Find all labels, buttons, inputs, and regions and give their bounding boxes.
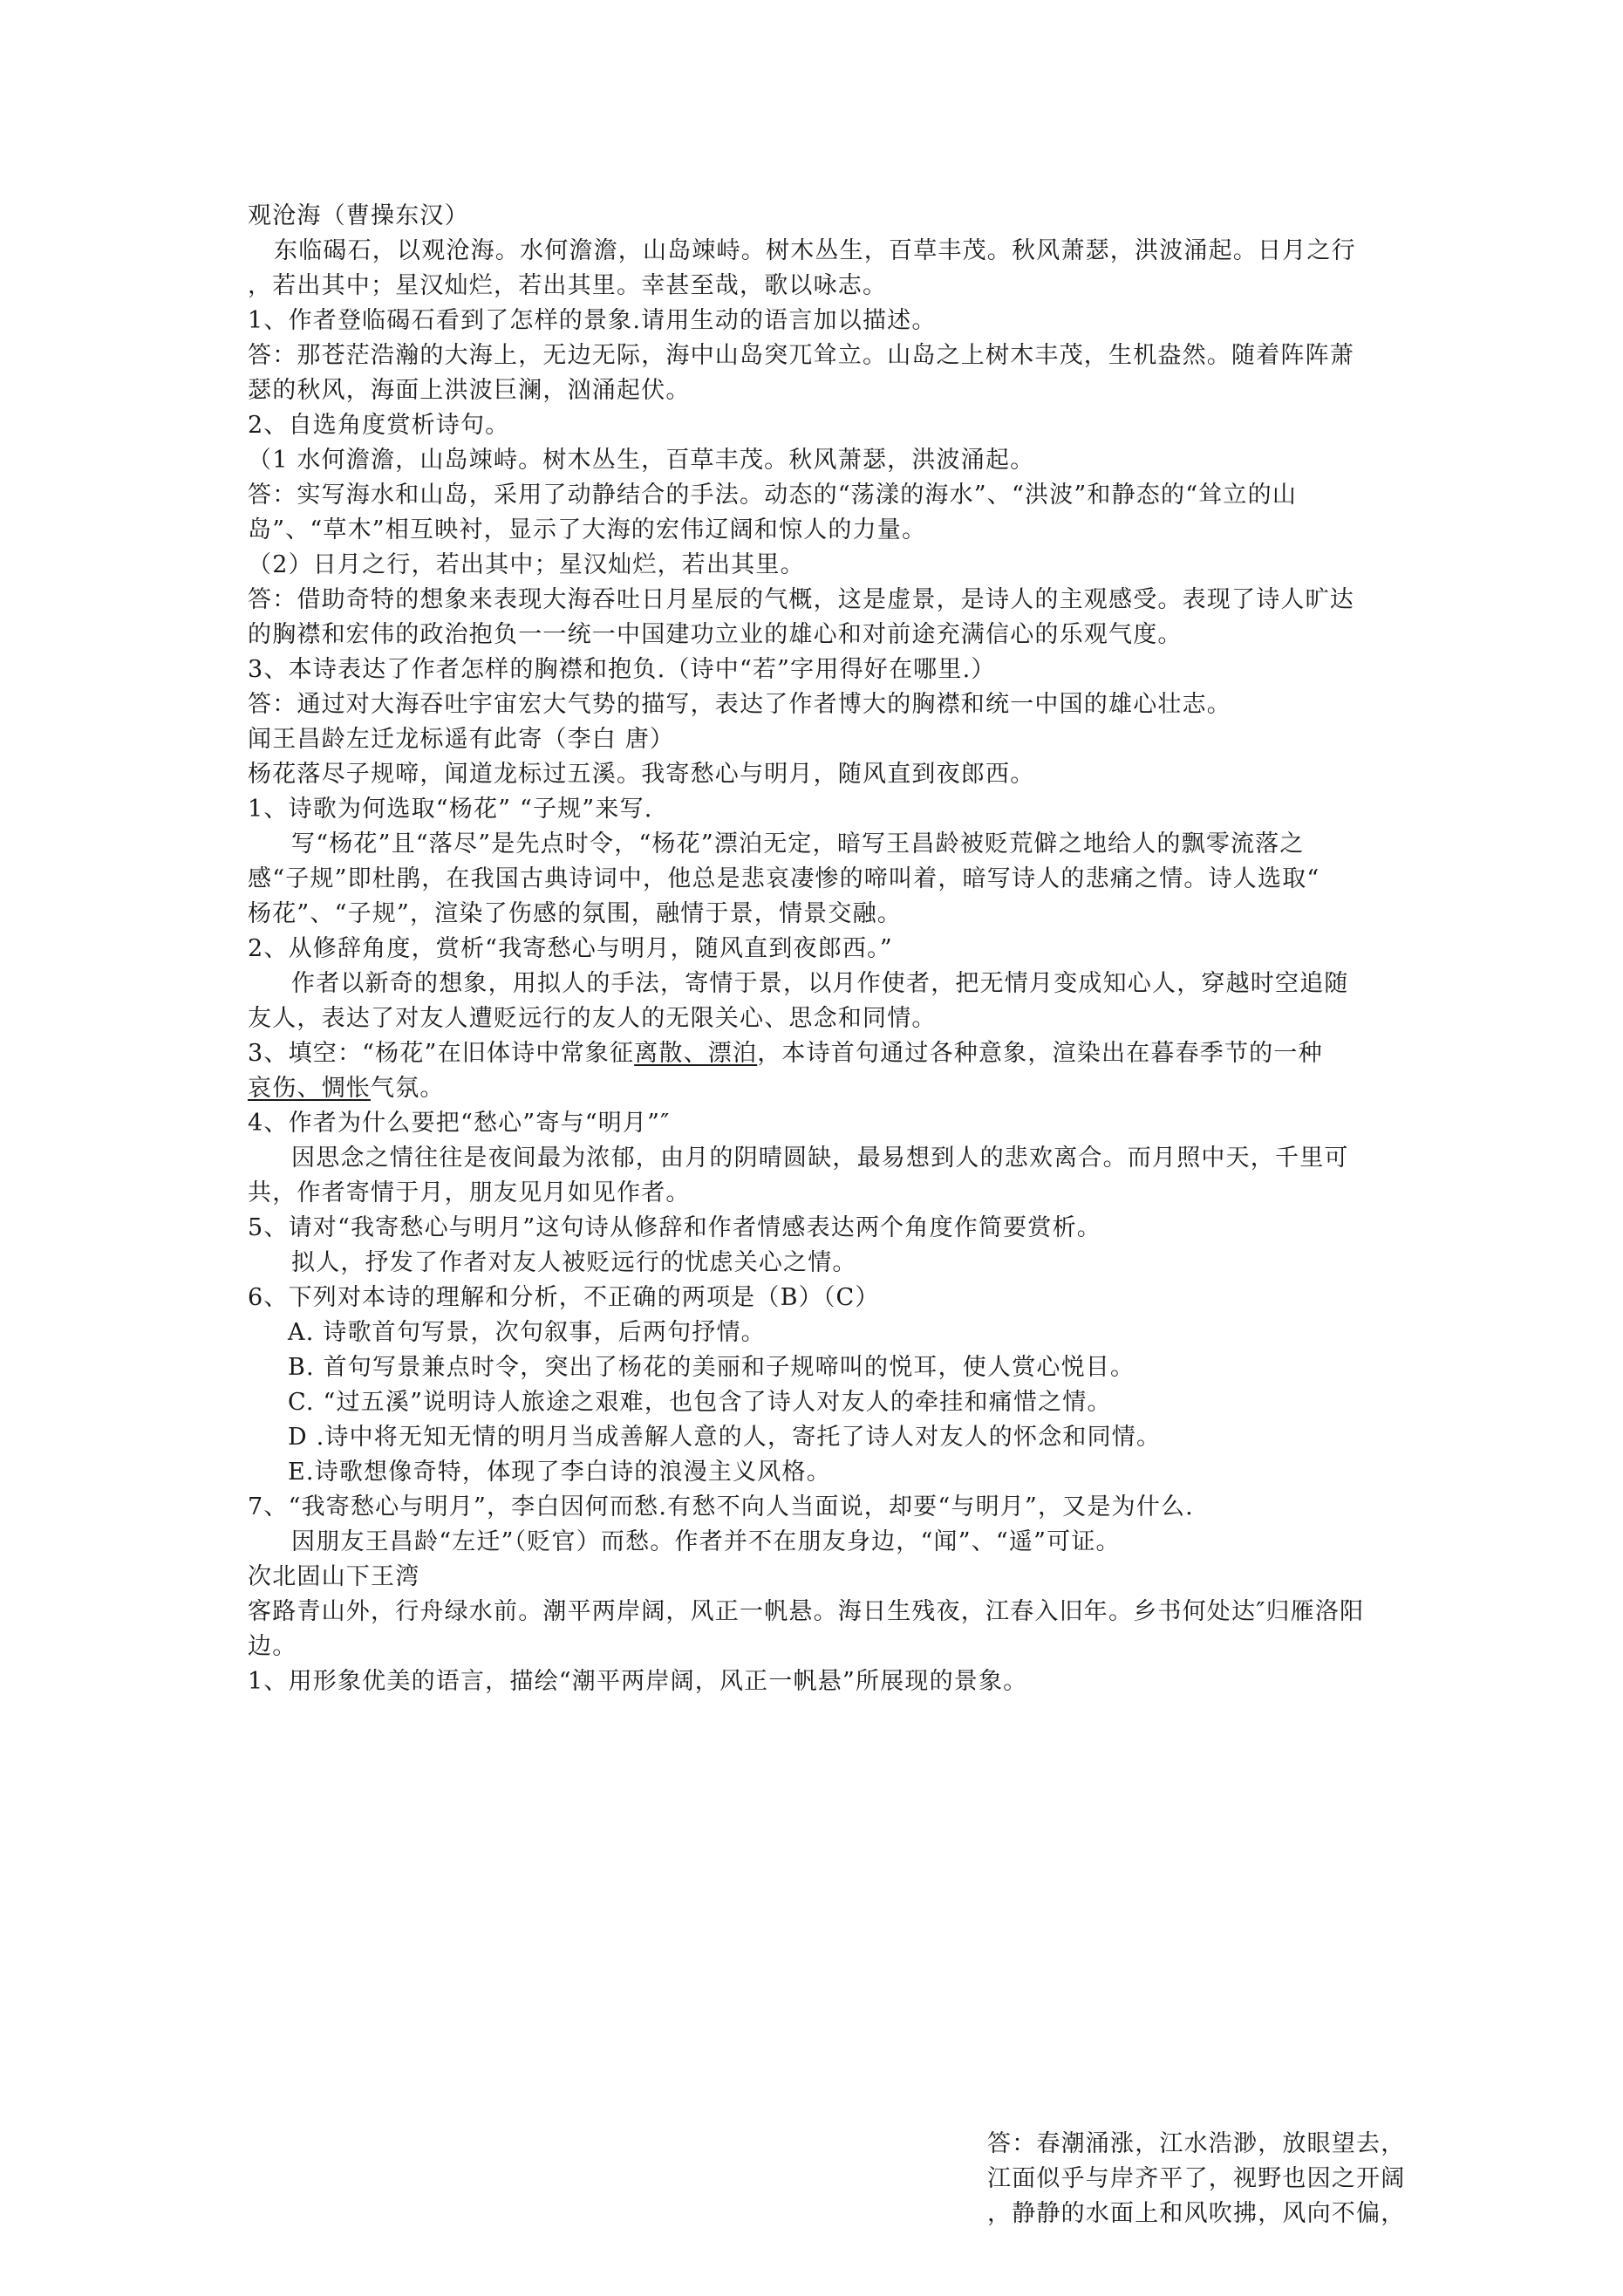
poem-title: 观沧海（曹操东汉） [248, 202, 469, 229]
answer: 江面似乎与岸齐平了，视野也因之开阔 [987, 2165, 1406, 2192]
question: 3、本诗表达了作者怎样的胸襟和抱负.（诗中“若”字用得好在哪里.） [248, 656, 996, 683]
question: 4、作者为什么要把“愁心”寄与“明月”″ [248, 1110, 671, 1137]
fill-in-text: ，本诗首句通过各种意象，渲染出在暮春季节的一种 [757, 1040, 1323, 1067]
question: 1、诗歌为何选取“杨花” “子规”来写. [248, 796, 653, 823]
answer: 答：通过对大海吞吐宇宙宏大气势的描写，表达了作者博大的胸襟和统一中国的雄心壮志。 [248, 691, 1231, 718]
poem-text: 边。 [248, 1633, 297, 1660]
answer: 因思念之情往往是夜间最为浓郁，由月的阴晴圆缺，最易想到人的悲欢离合。而月照中天，千里可 [291, 1145, 1349, 1172]
answer: 共，作者寄情于月，朋友见月如见作者。 [248, 1179, 691, 1206]
answer: 答：实写海水和山岛，采用了动静结合的手法。动态的“荡漾的海水”、“洪波”和静态的“耸立的山 [248, 482, 1298, 509]
answer: 答：春潮涌涨，江水浩渺，放眼望去， [987, 2130, 1406, 2157]
poem-title: 次北固山下王湾 [248, 1563, 420, 1590]
question: 5、请对“我寄愁心与明月”这句诗从修辞和作者情感表达两个角度作简要赏析。 [248, 1214, 1101, 1241]
option-a: A. 诗歌首句写景，次句叙事，后两句抒情。 [288, 1319, 766, 1346]
answer: 因朋友王昌龄“左迁”（贬官）而愁。作者并不在朋友身边，“闻”、“遥”可证。 [291, 1528, 1121, 1555]
answer: 拟人，抒发了作者对友人被贬远行的忧虑关心之情。 [291, 1249, 857, 1276]
answer: 感“子规”即杜鹃，在我国古典诗词中，他总是悲哀凄惨的啼叫着，暗写诗人的悲痛之情。诗人选取“ [248, 865, 1320, 892]
fill-in-answer: 哀伤、惆怅 [248, 1075, 371, 1102]
option-e: E.诗歌想像奇特，体现了李白诗的浪漫主义风格。 [288, 1459, 831, 1486]
option-b: B. 首句写景兼点时令，突出了杨花的美丽和子规啼叫的悦耳，使人赏心悦目。 [288, 1354, 1135, 1381]
poem-text: 客路青山外，行舟绿水前。潮平两岸阔，风正一帆悬。海日生残夜，江春入旧年。乡书何处达″归雁洛阳 [248, 1598, 1365, 1625]
answer: 友人，表达了对友人遭贬远行的友人的无限关心、思念和同情。 [248, 1005, 937, 1032]
fill-in-text: 3、填空：“杨花”在旧体诗中常象征 [248, 1040, 635, 1067]
question: 2、自选角度赏析诗句。 [248, 412, 510, 439]
poem-text: 杨花落尽子规啼，闻道龙标过五溪。我寄愁心与明月，随风直到夜郎西。 [248, 761, 1035, 788]
question: 7、“我寄愁心与明月”，李白因何而愁.有愁不向人当面说，却要“与明月”，又是为什么. [248, 1493, 1194, 1520]
poem-text: ，若出其中；星汉灿烂，若出其里。幸甚至哉，歌以咏志。 [248, 272, 888, 299]
question: 1、作者登临碣石看到了怎样的景象.请用生动的语言加以描述。 [248, 307, 937, 334]
option-d: D .诗中将无知无情的明月当成善解人意的人，寄托了诗人对友人的怀念和同情。 [288, 1424, 1162, 1451]
answer: 岛”、“草木”相互映衬，显示了大海的宏伟辽阔和惊人的力量。 [248, 516, 927, 543]
document-body [248, 199, 1416, 1699]
answer: 的胸襟和宏伟的政治抱负一一统一中国建功立业的雄心和对前途充满信心的乐观气度。 [248, 621, 1183, 648]
answer: 瑟的秋风，海面上洪波巨澜，汹涌起伏。 [248, 377, 691, 404]
answer: 写“杨花”且“落尽”是先点时令，“杨花”漂泊无定，暗写王昌龄被贬荒僻之地给人的飘零流落之 [291, 830, 1305, 858]
answer: 作者以新奇的想象，用拟人的手法，寄情于景，以月作使者，把无情月变成知心人，穿越时空追随 [291, 970, 1349, 997]
answer: ，静静的水面上和风吹拂，风向不偏， [987, 2200, 1406, 2227]
fill-in-answer: 离散、漂泊 [634, 1040, 758, 1067]
answer: 答：借助奇特的想象来表现大海吞吐日月星辰的气概，这是虚景，是诗人的主观感受。表现了诗人旷达 [248, 586, 1354, 613]
answer: 答：那苍茫浩瀚的大海上，无边无际，海中山岛突兀耸立。山岛之上树木丰茂，生机盎然。随着阵阵萧 [248, 342, 1354, 369]
answer-text-box [987, 2127, 1441, 2231]
question: 2、从修辞角度，赏析“我寄愁心与明月，随风直到夜郎西。” [248, 935, 893, 962]
fill-in-text: 气氛。 [371, 1075, 445, 1102]
sub-question: （1 水何澹澹，山岛竦峙。树木丛生，百草丰茂。秋风萧瑟，洪波涌起。 [248, 447, 1035, 474]
sub-question: （2）日月之行，若出其中；星汉灿烂，若出其里。 [248, 551, 805, 578]
fill-in-question [248, 1036, 1416, 1071]
option-c: C. “过五溪”说明诗人旅途之艰难，也包含了诗人对友人的牵挂和痛惜之情。 [288, 1389, 1112, 1416]
poem-title: 闻王昌龄左迁龙标遥有此寄（李白 唐） [248, 726, 675, 753]
answer: 杨花”、“子规”，渲染了伤感的氛围，融情于景，情景交融。 [248, 900, 903, 927]
question: 1、用形象优美的语言，描绘“潮平两岸阔，风正一帆悬”所展现的景象。 [248, 1668, 1028, 1695]
fill-in-question-cont [248, 1071, 1416, 1106]
question: 6、下列对本诗的理解和分析，不正确的两项是（B）（C） [248, 1284, 880, 1311]
poem-text: 东临碣石，以观沧海。水何澹澹，山岛竦峙。树木丛生，百草丰茂。秋风萧瑟，洪波涌起。日月之行 [274, 237, 1356, 264]
